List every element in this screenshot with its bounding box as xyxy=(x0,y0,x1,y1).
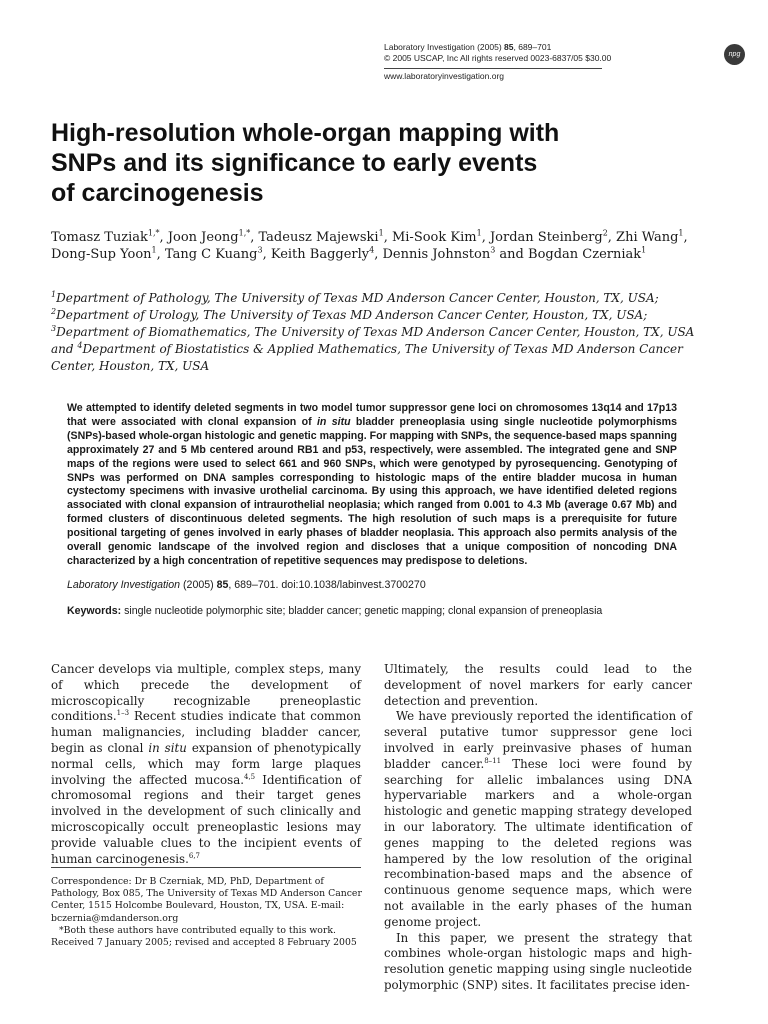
keywords-text: single nucleotide polymorphic site; bladder cancer; genetic mapping; clonal expansion of preneoplasia xyxy=(121,605,603,617)
author-name: Tadeusz Majewski xyxy=(258,230,379,245)
author-affiliation-marker: 1,* xyxy=(147,228,160,238)
author-name: Zhi Wang xyxy=(616,230,679,245)
author-affiliation-marker: 3 xyxy=(490,245,496,255)
npg-logo: npg xyxy=(724,44,745,65)
body-text: These loci were found by searching for allelic imbalances using DNA hypervariable markers and a whole-organ histologic and genetic mapping strategy developed in our laboratory. The ultimate identification of genes mapping to the deleted regions was hampered by the low resolution of the original recombination-based maps and the absence of continuous genome sequence maps, which were not available in the early phases of the human genome project. xyxy=(384,756,692,929)
author-name: Dennis Johnston xyxy=(382,247,491,262)
reference-marker[interactable]: 4,5 xyxy=(243,772,256,781)
journal-url[interactable]: www.laboratoryinvestigation.org xyxy=(384,71,505,81)
body-paragraph xyxy=(384,709,692,930)
abstract-italic-term: in situ xyxy=(316,415,351,428)
received-dates: Received 7 January 2005; revised and accepted 8 February 2005 xyxy=(51,937,357,949)
affiliation-prefix: and xyxy=(51,342,78,356)
author-affiliation-marker: 3 xyxy=(257,245,263,255)
abstract-text: We attempted to identify deleted segments in two model tumor suppressor gene loci on chromosomes 13q14 and 17p13 that were associated with clonal expansion of xyxy=(67,402,677,428)
header-journal: Laboratory Investigation (2005) xyxy=(384,42,505,52)
affiliation xyxy=(51,341,721,375)
author-affiliation-marker: 4 xyxy=(369,245,375,255)
body-text: expansion of phenotypically normal cells, which may form large plaques involving the affected mucosa. xyxy=(51,740,361,787)
author-affiliation-marker: 1,* xyxy=(238,228,251,238)
abstract-text: bladder preneoplasia using single nucleotide polymorphisms (SNPs)-based whole-organ histologic and genetic mapping. For mapping with SNPs, the sequence-based maps spanning approximately 27 and 5 Mb centered around RB1 and p53, respectively, were assembled. The integrated gene and SNP maps of the regions were used to select 661 and 960 SNPs, which were genotyped by pyrosequencing. Genotyping of SNPs was performed on DNA samples corresponding to histologic maps of the entire bladder mucosa in human cystectomy specimens with invasive urothelial carcinoma. By using this approach, we have identified deleted regions associated with clonal expansion of intraurothelial neoplasia; which ranged from 0.001 to 4.3 Mb (average 0.67 Mb) and formed clusters of discontinuous deleted segments. The high resolution of such maps is a prerequisite for future positional targeting of genes involved in early phases of bladder neoplasia. This approach also permits analysis of the overall genomic landscape of the involved region and discloses that a unique composition of noncoding DNA characterized by a high concentration of repetitive sequences may predispose to deletions. xyxy=(67,415,677,567)
author-name: Tomasz Tuziak xyxy=(51,230,148,245)
affiliation-text: Department of Pathology, The University of Texas MD Anderson Cancer Center, Houston, TX, USA; xyxy=(56,291,659,305)
affiliation-number: 2 xyxy=(51,307,57,316)
body-right-column xyxy=(384,662,692,994)
affiliation-list xyxy=(51,290,721,375)
author-affiliation-marker: 1 xyxy=(678,228,684,238)
author-name: Jordan Steinberg xyxy=(489,230,603,245)
correspondence-text: Correspondence: Dr B Czerniak, MD, PhD, Department of Pathology, Box 085, The University of Texas MD Anderson Cancer Center, 1515 Holcombe Boulevard, Houston, TX, USA. E-mail: bczernia@mdanderson.org xyxy=(51,876,362,924)
citation-doi[interactable]: , 689–701. doi:10.1038/labinvest.3700270 xyxy=(228,579,426,591)
header-volume: 85 xyxy=(504,42,514,52)
author-name: Bogdan Czerniak xyxy=(528,247,642,262)
author-affiliation-marker: 1 xyxy=(378,228,384,238)
author-name: Joon Jeong xyxy=(167,230,239,245)
author-name: Mi-Sook Kim xyxy=(391,230,477,245)
affiliation xyxy=(51,324,721,341)
keywords xyxy=(67,604,707,618)
abstract xyxy=(67,402,677,569)
author-affiliation-marker: 1 xyxy=(151,245,157,255)
body-paragraph: In this paper, we present the strategy that combines whole-organ histologic maps and high-resolution genetic mapping using single nucleotide polymorphic (SNP) sites. It facilitates precise iden- xyxy=(384,930,692,992)
citation-volume: 85 xyxy=(216,579,229,591)
body-text: We have previously reported the identification of several putative tumor suppressor gene loci involved in early preinvasive phases of human bladder cancer. xyxy=(384,709,692,771)
reference-marker[interactable]: 1–3 xyxy=(116,709,130,718)
citation-journal: Laboratory Investigation xyxy=(67,579,181,591)
affiliation xyxy=(51,307,721,324)
body-text: Recent studies indicate that common human malignancies, including bladder cancer, begin as clonal xyxy=(51,709,361,755)
body-text: Cancer develops via multiple, complex steps, many of which precede the development of microscopically recognizable preneoplastic conditions. xyxy=(51,662,361,724)
affiliation-text: Department of Biomathematics, The University of Texas MD Anderson Cancer Center, Houston, TX, USA xyxy=(56,325,695,339)
keywords-label: Keywords: xyxy=(67,605,122,617)
affiliation-text: Department of Urology, The University of Texas MD Anderson Cancer Center, Houston, TX, USA; xyxy=(56,308,648,322)
reference-marker[interactable]: 6,7 xyxy=(188,851,201,860)
affiliation xyxy=(51,290,721,307)
body-paragraph: Ultimately, the results could lead to the development of novel markers for early cancer detection and prevention. xyxy=(384,662,692,708)
equal-contribution-note: *Both these authors have contributed equally to this work. xyxy=(59,924,336,936)
footnote-divider xyxy=(51,867,361,868)
body-left-column xyxy=(51,662,361,867)
author-name: Tang C Kuang xyxy=(164,247,258,262)
affiliation-text: Department of Biostatistics & Applied Mathematics, The University of Texas MD Anderson Cancer Center, Houston, TX, USA xyxy=(51,342,683,373)
affiliation-number: 3 xyxy=(51,324,57,333)
author-affiliation-marker: 2 xyxy=(602,228,608,238)
reference-marker[interactable]: 8–11 xyxy=(484,756,502,765)
body-text: Identification of chromosomal regions and their target genes involved in the development of such clinically and microscopically occult preneoplastic lesions may provide valuable clues to the incipient events of human carcinogenesis. xyxy=(51,772,361,866)
header-copyright: © 2005 USCAP, Inc All rights reserved 0023-6837/05 $30.00 xyxy=(384,53,612,63)
article-title: High-resolution whole-organ mapping with SNPs and its significance to early events of carcinogenesis xyxy=(51,119,560,207)
author-name: Dong-Sup Yoon xyxy=(51,247,152,262)
body-paragraph xyxy=(51,662,361,867)
running-header xyxy=(384,42,714,64)
citation-year: (2005) xyxy=(180,579,217,591)
journal-reference xyxy=(384,42,714,53)
affiliation-number: 4 xyxy=(77,341,83,350)
header-pages: , 689–701 xyxy=(513,42,552,52)
author-name: Keith Baggerly xyxy=(270,247,370,262)
author-affiliation-marker: 1 xyxy=(641,245,647,255)
author-list: Tomasz Tuziak$^{1,*}$, Joon Jeong$^{1,*}$, Tadeusz Majewski$^1$, Mi-Sook Kim$^1$, Jordan Steinberg$^2$, Zhi Wang$^1$, Dong-Sup Yoon$^1$, Tang C Kuang$^3$, Keith Baggerly$^4$, Dennis Johnston$^3$ and Bogdan Czerniak$^1$ xyxy=(51,228,688,262)
citation-line xyxy=(67,578,677,592)
author-affiliation-marker: 1 xyxy=(476,228,482,238)
header-divider xyxy=(384,68,602,69)
body-italic-term: in situ xyxy=(148,740,187,755)
affiliation-number: 1 xyxy=(51,290,57,299)
correspondence-footnote xyxy=(51,876,363,949)
